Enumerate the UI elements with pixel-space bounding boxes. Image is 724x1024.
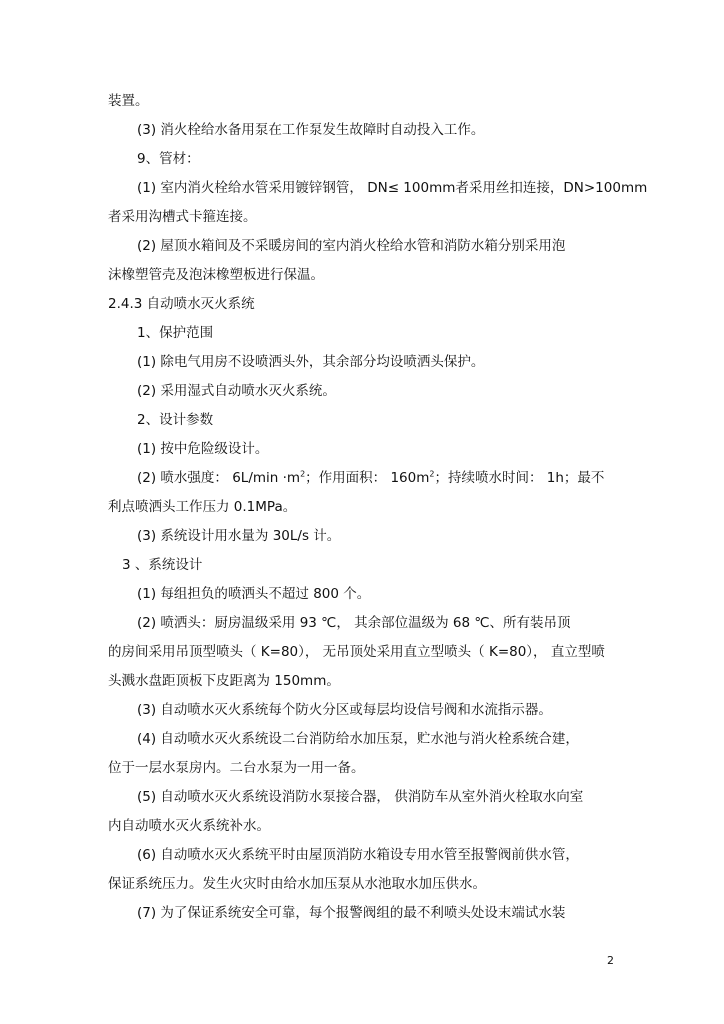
- text-line: (4) 自动喷水灭火系统设二台消防给水加压泵，贮水池与消火栓系统合建，: [137, 731, 579, 747]
- text-line: 装置。: [108, 93, 149, 109]
- text-line: 3 、系统设计: [122, 557, 203, 573]
- text-line: 头溅水盘距顶板下皮距离为 150mm。: [108, 673, 340, 689]
- text-segment: (2) 喷水强度： 6L/min ·m: [137, 470, 301, 486]
- superscript: 2: [300, 469, 306, 479]
- text-line: (2) 屋顶水箱间及不采暖房间的室内消火栓给水管和消防水箱分别采用泡: [137, 238, 566, 254]
- text-line: 利点喷洒头工作压力 0.1MPa。: [108, 499, 297, 515]
- text-line: (3) 系统设计用水量为 30L/s 计。: [137, 528, 341, 544]
- text-line: (3) 自动喷水灭火系统每个防火分区或每层均设信号阀和水流指示器。: [137, 702, 552, 718]
- text-line: 保证系统压力。发生火灾时由给水加压泵从水池取水加压供水。: [108, 876, 486, 892]
- superscript: 2: [429, 469, 435, 479]
- text-line: (1) 除电气用房不设喷洒头外，其余部分均设喷洒头保护。: [137, 354, 485, 370]
- text-line: 沫橡塑管壳及泡沫橡塑板进行保温。: [108, 267, 324, 283]
- text-line: (7) 为了保证系统安全可靠，每个报警阀组的最不利喷头处设末端试水装: [137, 905, 566, 921]
- text-line: (6) 自动喷水灭火系统平时由屋顶消防水箱设专用水管至报警阀前供水管，: [137, 847, 579, 863]
- page-number: 2: [607, 954, 614, 967]
- section-heading: 2.4.3 自动喷水灭火系统: [108, 296, 255, 312]
- text-line: 位于一层水泵房内。二台水泵为一用一备。: [108, 760, 365, 776]
- text-line: (2) 喷洒头：厨房温级采用 93 ℃， 其余部位温级为 68 ℃、所有装吊顶: [137, 615, 571, 631]
- text-line: 9、管材：: [137, 151, 200, 167]
- text-line: (1) 室内消火栓给水管采用镀锌钢管， DN≤ 100mm者采用丝扣连接，DN>100mm: [137, 180, 648, 196]
- text-line: (5) 自动喷水灭火系统设消防水泵接合器， 供消防车从室外消火栓取水向室: [137, 789, 584, 805]
- text-segment: ；作用面积： 160m: [305, 470, 430, 486]
- text-line: (2) 采用湿式自动喷水灭火系统。: [137, 383, 336, 399]
- text-line: 内自动喷水灭火系统补水。: [108, 818, 270, 834]
- text-segment: ；持续喷水时间： 1h；最不: [434, 470, 605, 486]
- text-line: (3) 消火栓给水备用泵在工作泵发生故障时自动投入工作。: [137, 122, 485, 138]
- text-line: 1、保护范围: [137, 325, 214, 341]
- text-line: (1) 每组担负的喷洒头不超过 800 个。: [137, 586, 371, 602]
- text-line: 2、设计参数: [137, 412, 214, 428]
- text-line: (1) 按中危险级设计。: [137, 441, 269, 457]
- text-line: 者采用沟槽式卡箍连接。: [108, 209, 257, 225]
- text-line: [137, 469, 604, 487]
- text-line: 的房间采用吊顶型喷头（ K=80）， 无吊顶处采用直立型喷头（ K=80）， 直立型喷: [108, 644, 605, 660]
